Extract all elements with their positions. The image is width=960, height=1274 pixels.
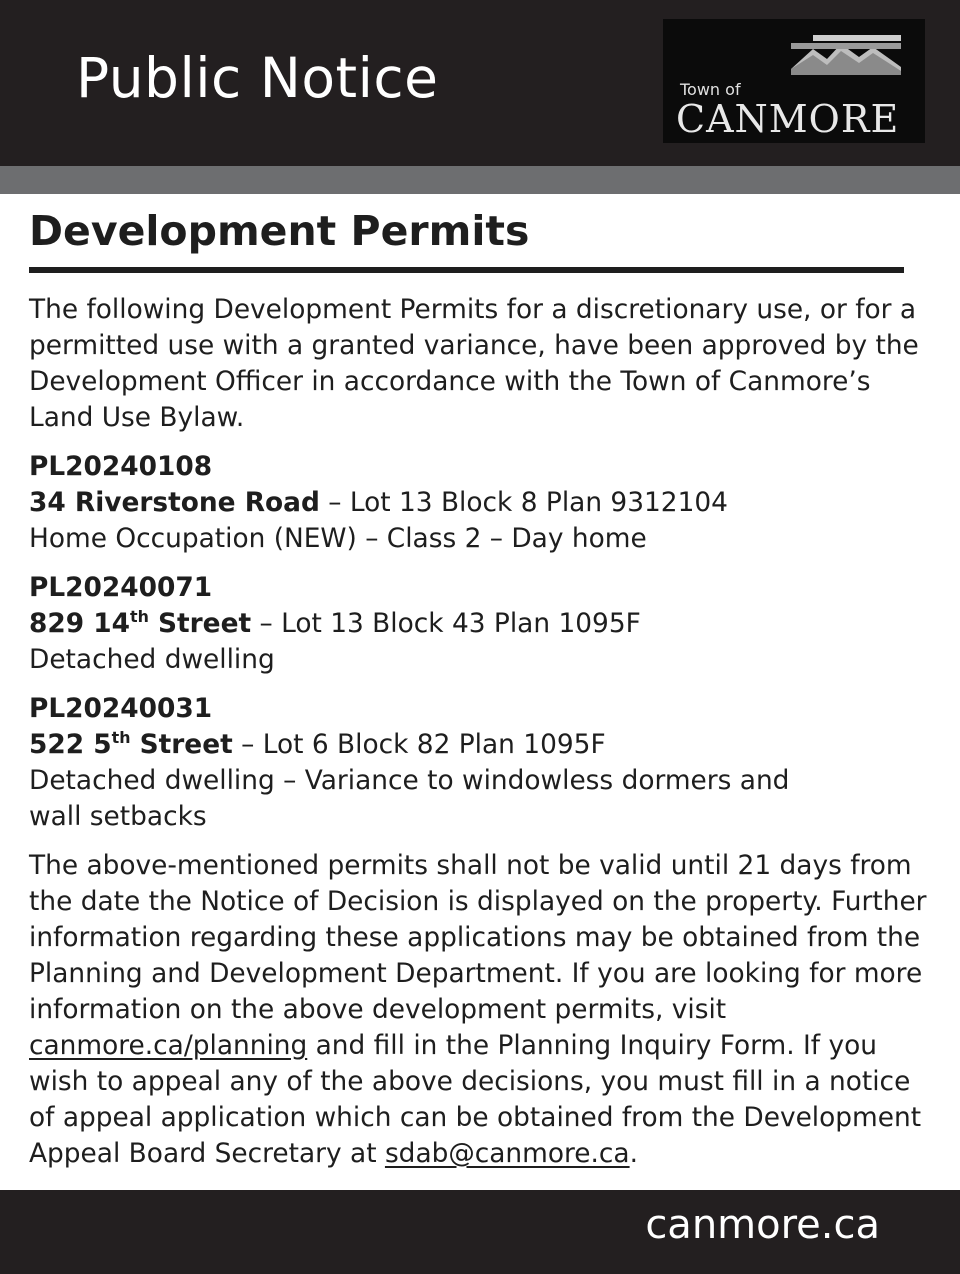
section-title: Development Permits: [29, 207, 530, 255]
permit-address: 522 5th Street: [29, 728, 233, 760]
permit-id: PL20240031: [29, 693, 213, 724]
intro-paragraph: The following Development Permits for a discretionary use, or for a permitted use with a granted variance, have been approved by the Development Officer in accordance with the Town of Canmore’s Land Use Bylaw.: [29, 294, 919, 433]
permit-entry: [29, 691, 934, 835]
footer-url[interactable]: canmore.ca: [645, 1202, 880, 1248]
permit-id: PL20240108: [29, 451, 213, 482]
notice-body: [29, 292, 934, 1172]
permit-description: Home Occupation (NEW) – Class 2 – Day home: [29, 523, 647, 554]
permit-legal: – Lot 6 Block 82 Plan 1095F: [232, 729, 606, 760]
separator-band: [0, 166, 960, 194]
title-rule: [29, 267, 904, 273]
logo-canmore: CANMORE: [676, 97, 900, 141]
permit-legal: – Lot 13 Block 43 Plan 1095F: [251, 608, 641, 639]
permit-entry: [29, 449, 934, 557]
permit-legal: – Lot 13 Block 8 Plan 9312104: [319, 487, 728, 518]
permit-address: 829 14th Street: [29, 607, 252, 639]
page-title: Public Notice: [76, 46, 439, 110]
permit-address: 34 Riverstone Road: [29, 487, 320, 518]
closing-paragraph: The above-mentioned permits shall not be valid until 21 days from the date the Notice of Decision is displayed on the property. Further information regarding these applications may be obtained from the Planning and Development Department. If you are looking for more information on the above development permits, visit canmore.ca/planning and fill in the Planning Inquiry Form. If you wish to appeal any of the above decisions, you must fill in a notice of appeal application which can be obtained from the Development Appeal Board Secretary at sdab@canmore.ca.: [29, 850, 927, 1169]
footer-banner: [0, 1190, 960, 1274]
logo-town-of: Town of: [680, 80, 741, 99]
planning-link[interactable]: canmore.ca/planning: [29, 1030, 308, 1061]
header-banner: [0, 0, 960, 166]
permit-entry: [29, 570, 934, 678]
permit-description: Detached dwelling: [29, 644, 275, 675]
canmore-logo: [663, 19, 925, 143]
permit-description: Detached dwelling – Variance to windowless dormers and wall setbacks: [29, 765, 790, 832]
permit-id: PL20240071: [29, 572, 213, 603]
sdab-email-link[interactable]: sdab@canmore.ca: [384, 1138, 630, 1169]
